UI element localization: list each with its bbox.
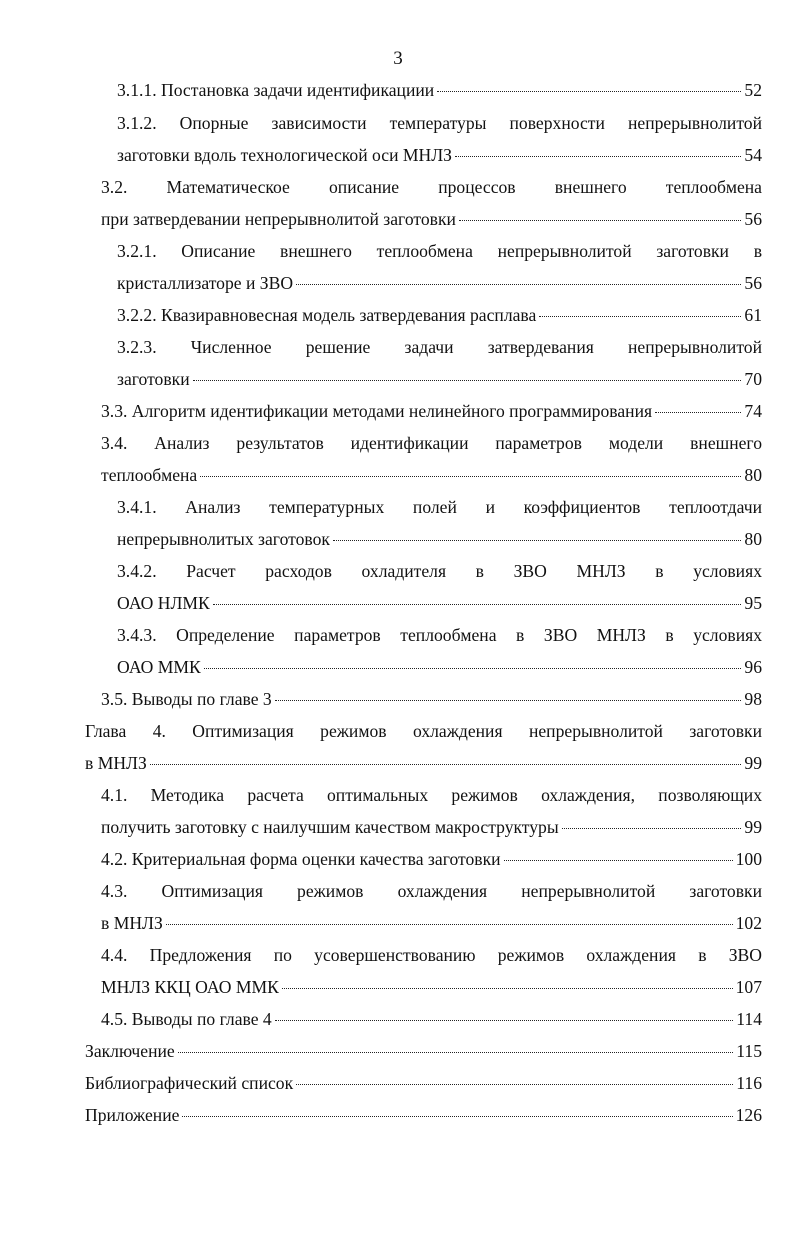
toc-entry-title: 3.1.1. Постановка задачи идентификациии <box>117 80 435 100</box>
toc-page-number: 102 <box>735 913 762 933</box>
leader-dots <box>282 988 733 989</box>
toc-entry-3-4[interactable] <box>0 433 796 497</box>
toc-line <box>117 593 762 614</box>
toc-entry-title-cont: заготовки <box>117 369 190 389</box>
toc-line: 3.4. Анализ результатов идентификации параметров модели внешнего <box>101 433 762 453</box>
toc-page-number: 114 <box>736 1009 762 1029</box>
leader-dots <box>333 540 741 541</box>
toc-line: 3.4.1. Анализ температурных полей и коэффициентов теплоотдачи <box>117 497 762 517</box>
toc-line: 3.2. Математическое описание процессов внешнего теплообмена <box>101 177 762 197</box>
toc-line: Глава 4. Оптимизация режимов охлаждения непрерывнолитой заготовки <box>85 721 762 741</box>
toc-page-number: 74 <box>744 401 762 421</box>
leader-dots <box>539 316 741 317</box>
toc-page-number: 115 <box>736 1041 762 1061</box>
toc-entry-title: 4.5. Выводы по главе 4 <box>101 1009 272 1029</box>
toc-line <box>101 849 762 870</box>
toc-line: 4.4. Предложения по усовершенствованию режимов охлаждения в ЗВО <box>101 945 762 965</box>
toc-line <box>117 273 762 294</box>
toc-page-number: 80 <box>744 465 762 485</box>
toc-page-number: 107 <box>735 977 762 997</box>
toc-entry-3-1-1[interactable] <box>0 80 796 113</box>
toc-line <box>117 529 762 550</box>
toc-line <box>117 305 762 326</box>
toc-line <box>101 689 762 710</box>
toc-line <box>85 1105 762 1126</box>
toc-entry-title-cont: в МНЛЗ <box>85 753 147 773</box>
toc-entry-title-cont: ОАО ММК <box>117 657 201 677</box>
leader-dots <box>150 764 742 765</box>
toc-entry-3-5[interactable] <box>0 689 796 721</box>
toc-line <box>117 657 762 678</box>
toc-page-number: 95 <box>744 593 762 613</box>
toc-page-number: 61 <box>744 305 762 325</box>
toc-entry-title: 3.2.2. Квазиравновесная модель затвердевания расплава <box>117 305 537 325</box>
leader-dots <box>275 700 742 701</box>
toc-page-number: 116 <box>736 1073 762 1093</box>
toc-line <box>117 80 762 101</box>
toc-line <box>117 369 762 390</box>
toc-line: 3.4.3. Определение параметров теплообмена в ЗВО МНЛЗ в условиях <box>117 625 762 645</box>
leader-dots <box>213 604 742 605</box>
toc-line <box>117 145 762 166</box>
toc-line <box>101 209 762 230</box>
toc-page-number: 56 <box>744 273 762 293</box>
toc-line <box>101 817 762 838</box>
leader-dots <box>200 476 741 477</box>
leader-dots <box>459 220 741 221</box>
toc-entry-title: 3.3. Алгоритм идентификации методами нелинейного программирования <box>101 401 653 421</box>
toc-entry-chapter-4[interactable] <box>0 721 796 785</box>
toc-entry-4-1[interactable] <box>0 785 796 849</box>
toc-entry-3-4-2[interactable] <box>0 561 796 625</box>
toc-line <box>101 465 762 486</box>
toc-page-number: 99 <box>744 817 762 837</box>
toc-line <box>101 977 762 998</box>
toc-line <box>85 1041 762 1062</box>
toc-entry-title: Приложение <box>85 1105 180 1125</box>
leader-dots <box>182 1116 732 1117</box>
toc-entry-appendix[interactable] <box>0 1105 796 1137</box>
toc-line: 3.1.2. Опорные зависимости температуры поверхности непрерывнолитой <box>117 113 762 133</box>
toc-entry-title-cont: получить заготовку с наилучшим качеством макроструктуры <box>101 817 559 837</box>
toc-entry-title: 4.2. Критериальная форма оценки качества заготовки <box>101 849 501 869</box>
toc-entry-3-2-2[interactable] <box>0 305 796 337</box>
toc-entry-3-2-1[interactable] <box>0 241 796 305</box>
leader-dots <box>193 380 742 381</box>
toc-page-number: 54 <box>744 145 762 165</box>
toc-page-number: 56 <box>744 209 762 229</box>
toc-entry-title-cont: ОАО НЛМК <box>117 593 210 613</box>
leader-dots <box>296 1084 733 1085</box>
toc-entry-title-cont: заготовки вдоль технологической оси МНЛЗ <box>117 145 452 165</box>
toc-entry-4-2[interactable] <box>0 849 796 881</box>
toc-entry-title: Заключение <box>85 1041 175 1061</box>
leader-dots <box>178 1052 734 1053</box>
toc-line <box>85 753 762 774</box>
toc-entry-title: 3.5. Выводы по главе 3 <box>101 689 272 709</box>
toc-page-number: 98 <box>744 689 762 709</box>
toc-line <box>85 1073 762 1094</box>
toc-page-number: 52 <box>744 80 762 100</box>
leader-dots <box>275 1020 734 1021</box>
toc-page-number: 96 <box>744 657 762 677</box>
toc-entry-4-4[interactable] <box>0 945 796 1009</box>
toc-entry-3-1-2[interactable] <box>0 113 796 177</box>
leader-dots <box>455 156 741 157</box>
toc-entry-title-cont: теплообмена <box>101 465 198 485</box>
toc-line <box>101 913 762 934</box>
toc-line: 3.2.3. Численное решение задачи затвердевания непрерывнолитой <box>117 337 762 357</box>
toc-entry-bibliography[interactable] <box>0 1073 796 1105</box>
page-number: 3 <box>393 48 403 69</box>
leader-dots <box>437 91 741 92</box>
toc-entry-3-2-3[interactable] <box>0 337 796 401</box>
toc-entry-4-5[interactable] <box>0 1009 796 1041</box>
toc-entry-title-cont: МНЛЗ ККЦ ОАО ММК <box>101 977 279 997</box>
toc-entry-4-3[interactable] <box>0 881 796 945</box>
leader-dots <box>296 284 741 285</box>
toc-page-number: 100 <box>735 849 762 869</box>
toc-line <box>101 401 762 422</box>
toc-line: 4.3. Оптимизация режимов охлаждения непрерывнолитой заготовки <box>101 881 762 901</box>
toc-line: 3.2.1. Описание внешнего теплообмена непрерывнолитой заготовки в <box>117 241 762 261</box>
toc-entry-title-cont: непрерывнолитых заготовок <box>117 529 330 549</box>
toc-entry-title-cont: при затвердевании непрерывнолитой заготовки <box>101 209 456 229</box>
toc-entry-3-4-1[interactable] <box>0 497 796 561</box>
toc-line <box>101 1009 762 1030</box>
toc-page-number: 70 <box>744 369 762 389</box>
table-of-contents <box>0 80 796 1137</box>
toc-entry-conclusion[interactable] <box>0 1041 796 1073</box>
toc-page-number: 126 <box>735 1105 762 1125</box>
toc-entry-title-cont: в МНЛЗ <box>101 913 163 933</box>
toc-entry-3-2[interactable] <box>0 177 796 241</box>
toc-entry-3-4-3[interactable] <box>0 625 796 689</box>
leader-dots <box>166 924 733 925</box>
leader-dots <box>562 828 742 829</box>
leader-dots <box>655 412 741 413</box>
toc-entry-title: Библиографический список <box>85 1073 294 1093</box>
toc-entry-3-3[interactable] <box>0 401 796 433</box>
toc-page-number: 99 <box>744 753 762 773</box>
toc-page-number: 80 <box>744 529 762 549</box>
leader-dots <box>504 860 733 861</box>
leader-dots <box>204 668 742 669</box>
toc-line: 4.1. Методика расчета оптимальных режимов охлаждения, позволяющих <box>101 785 762 805</box>
toc-line: 3.4.2. Расчет расходов охладителя в ЗВО МНЛЗ в условиях <box>117 561 762 581</box>
toc-entry-title-cont: кристаллизаторе и ЗВО <box>117 273 294 293</box>
